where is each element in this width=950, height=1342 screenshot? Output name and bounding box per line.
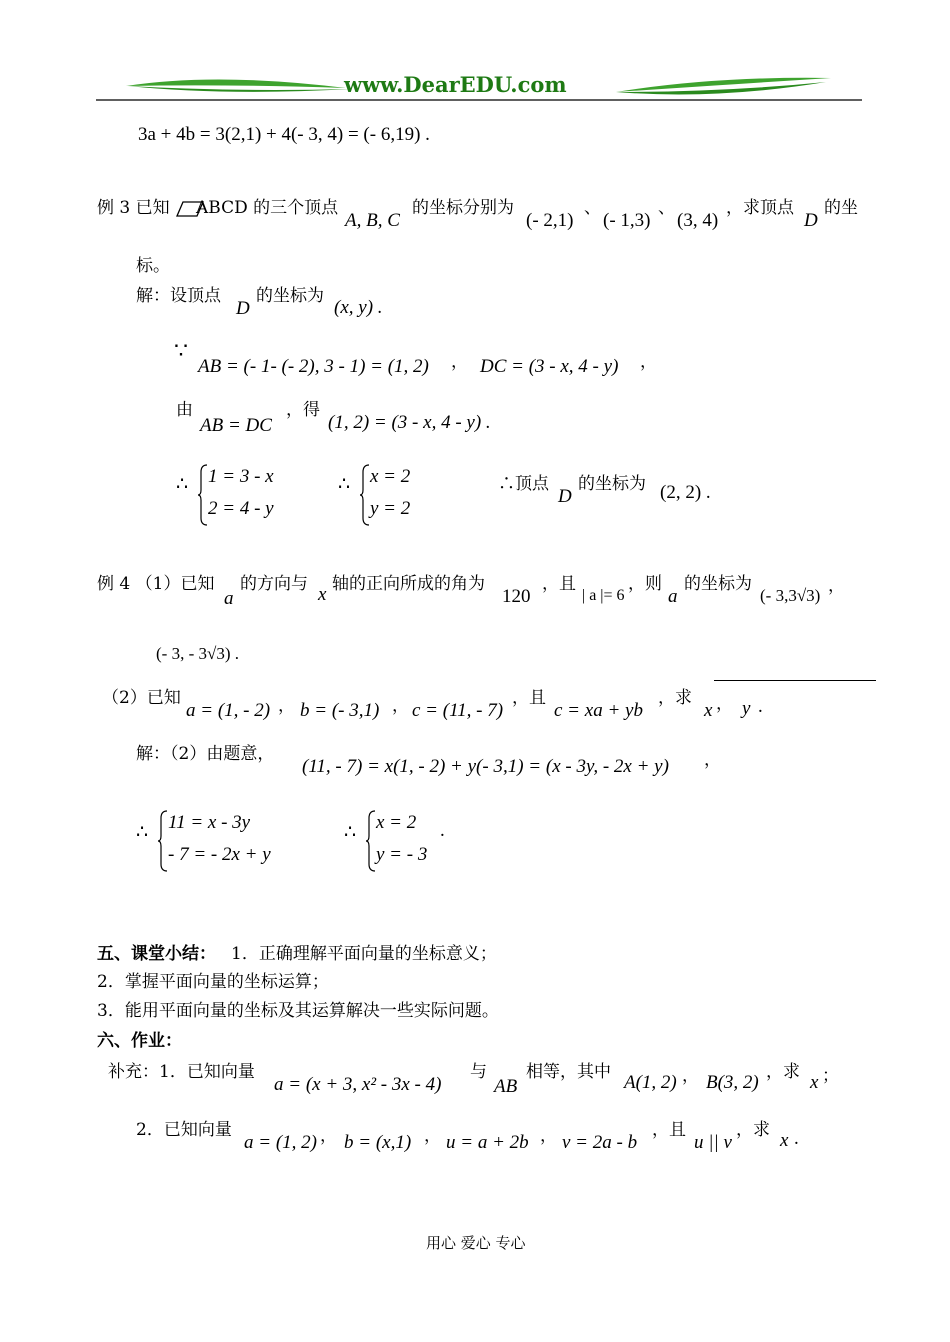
part2-vec-b: b = (- 3,1): [300, 700, 380, 721]
part2-y: y: [742, 698, 751, 719]
homework2-and: ，且: [652, 1120, 686, 1140]
system1-row1: 1 = 3 - x: [208, 466, 274, 487]
solution4-equation: (11, - 7) = x(1, - 2) + y(- 3,1) = (x - 3y, - 2x + y): [302, 756, 669, 777]
dingdian-coord-text: 的坐标为: [578, 474, 646, 494]
homework1-yu: 与: [470, 1062, 487, 1082]
homework2-comma-3: ，: [540, 1126, 557, 1146]
summary-heading: 五、课堂小结：: [97, 944, 216, 964]
solution3-coord-text: 的坐标为: [256, 286, 324, 306]
equation-3a-4b: 3a + 4b = 3(2,1) + 4(- 3, 4) = (- 6,19) .: [138, 124, 430, 145]
equation-12: (1, 2) = (3 - x, 4 - y) .: [328, 412, 491, 433]
homework1-intro: 补充：1．已知向量: [108, 1062, 255, 1082]
dingdian-D: D: [558, 486, 572, 507]
homework1-find: ，求: [766, 1062, 800, 1082]
example3-intro: 例 3 已知: [97, 198, 170, 218]
example3-D: D: [804, 210, 818, 231]
system4-dot: .: [440, 820, 445, 841]
therefore-1: ∴: [176, 474, 189, 495]
homework1-point-B: B(3, 2): [706, 1072, 759, 1093]
summary-item-1: 1．正确理解平面向量的坐标意义；: [231, 944, 497, 964]
homework2-x: x: [780, 1130, 789, 1151]
homework2-comma-2: ，: [424, 1126, 441, 1146]
summary-item-2: 2．掌握平面向量的坐标运算；: [97, 972, 329, 992]
homework-heading: 六、作业：: [97, 1031, 182, 1051]
part2-comma-3: ，: [716, 694, 733, 714]
example4-vec-a: a: [224, 588, 234, 609]
de-text: ，得: [286, 400, 320, 420]
therefore-4: ∴: [344, 822, 357, 843]
homework2-u: u = a + 2b: [446, 1132, 529, 1153]
part2-x: x: [704, 700, 713, 721]
equation-system-1: [198, 464, 308, 526]
because-symbol: ∵: [174, 338, 188, 363]
dingdian-text: ∴顶点: [498, 474, 549, 494]
homework1-x: x: [810, 1072, 819, 1093]
vector-ab-calc: AB = (- 1- (- 2), 3 - 1) = (1, 2): [198, 356, 429, 377]
solution3-D: D: [236, 298, 250, 319]
solution3-intro: 解：设顶点: [136, 286, 221, 306]
example4-120: 120: [502, 586, 531, 607]
page-footer: 用心 爱心 专心: [426, 1234, 526, 1252]
part2-and: ，且: [512, 688, 546, 708]
system4-row2: y = - 3: [376, 844, 428, 865]
example4-x: x: [318, 584, 327, 605]
homework2-vec-b: b = (x,1): [344, 1132, 412, 1153]
system3-row2: - 7 = - 2x + y: [168, 844, 271, 865]
example4-comma: ，: [828, 576, 845, 596]
you-text: 由: [176, 400, 193, 420]
therefore-3: ∴: [136, 822, 149, 843]
solution3-xy: (x, y) .: [334, 297, 383, 318]
solution4-comma: ，: [704, 750, 721, 770]
example3-sep-2: 、: [658, 198, 675, 218]
system2-row2: y = 2: [370, 498, 411, 519]
comma-2: ，: [640, 352, 657, 372]
ab-equals-dc: AB = DC: [200, 415, 272, 436]
example4-abs-a: | a |= 6: [582, 587, 625, 604]
part2-comma-2: ，: [392, 696, 409, 716]
homework1-comma-1: ，: [682, 1066, 699, 1086]
system3-row1: 11 = x - 3y: [168, 812, 251, 833]
homework2-parallel: u || v: [694, 1132, 732, 1153]
header-banner: [96, 70, 862, 104]
part2-find: ，求: [658, 688, 692, 708]
equation-system-2: [360, 464, 440, 526]
example3-find: ，求顶点: [726, 198, 794, 218]
dingdian-value: (2, 2) .: [660, 482, 711, 503]
homework2-intro: 2．已知向量: [136, 1120, 232, 1140]
part2-intro: （2）已知: [102, 688, 181, 708]
example4-and: ，且: [542, 574, 576, 594]
homework1-vector: a = (x + 3, x² - 3x - 4): [274, 1074, 442, 1095]
part2-vec-a: a = (1, - 2): [186, 700, 271, 721]
part2-comma-1: ，: [278, 696, 295, 716]
homework2-find: ，求: [736, 1120, 770, 1140]
part2-dot: .: [758, 696, 763, 717]
example3-coords-text: 的坐标分别为: [412, 198, 514, 218]
example4-then: ，则: [628, 574, 662, 594]
solution4-intro: 解：（2）由题意，: [136, 744, 275, 764]
homework1-point-A: A(1, 2): [624, 1072, 677, 1093]
therefore-2: ∴: [338, 474, 351, 495]
site-url: www.DearEDU.com: [344, 72, 567, 97]
example4-coord-1: (- 3,3√3): [760, 586, 821, 605]
example4-a2: a: [668, 586, 678, 607]
example3-points: A, B, C: [345, 210, 400, 231]
comma-1: ，: [451, 352, 468, 372]
example3-de: 的坐: [824, 198, 858, 218]
brace-icon: [366, 810, 376, 872]
answer-blank-line: [714, 680, 876, 681]
example3-sep-1: 、: [584, 198, 601, 218]
system4-row1: x = 2: [376, 812, 417, 833]
example4-intro: 例 4 （1）已知: [97, 574, 215, 594]
system1-row2: 2 = 4 - y: [208, 498, 274, 519]
brace-icon: [158, 810, 168, 872]
example4-coord-text: 的坐标为: [684, 574, 752, 594]
example3-abcd: ABCD 的三个顶点: [196, 198, 339, 218]
example4-direction-text: 的方向与: [240, 574, 308, 594]
homework1-equal-text: 相等，其中: [526, 1062, 611, 1082]
example3-coord-3: (3, 4): [677, 210, 719, 231]
brace-icon: [360, 464, 370, 526]
example3-coord-1: (- 2,1): [526, 210, 574, 231]
example4-coord-2: (- 3, - 3√3) .: [156, 644, 239, 663]
example3-biao: 标。: [136, 256, 170, 276]
homework1-ab: AB: [494, 1076, 518, 1097]
summary-item-3: 3．能用平面向量的坐标及其运算解决一些实际问题。: [97, 1001, 499, 1021]
part2-vec-c: c = (11, - 7): [412, 700, 504, 721]
homework2-dot: .: [794, 1128, 799, 1149]
homework1-semicolon: ；: [822, 1066, 839, 1086]
equation-system-3: [158, 810, 298, 872]
system2-row1: x = 2: [370, 466, 411, 487]
part2-relation: c = xa + yb: [554, 700, 643, 721]
example4-angle-text: 轴的正向所成的角为: [332, 574, 485, 594]
homework2-v: v = 2a - b: [562, 1132, 638, 1153]
example3-coord-2: (- 1,3): [603, 210, 651, 231]
homework2-vec-a: a = (1, 2): [244, 1132, 317, 1153]
homework2-comma-1: ，: [320, 1126, 337, 1146]
brace-icon: [198, 464, 208, 526]
vector-dc-calc: DC = (3 - x, 4 - y): [480, 356, 619, 377]
